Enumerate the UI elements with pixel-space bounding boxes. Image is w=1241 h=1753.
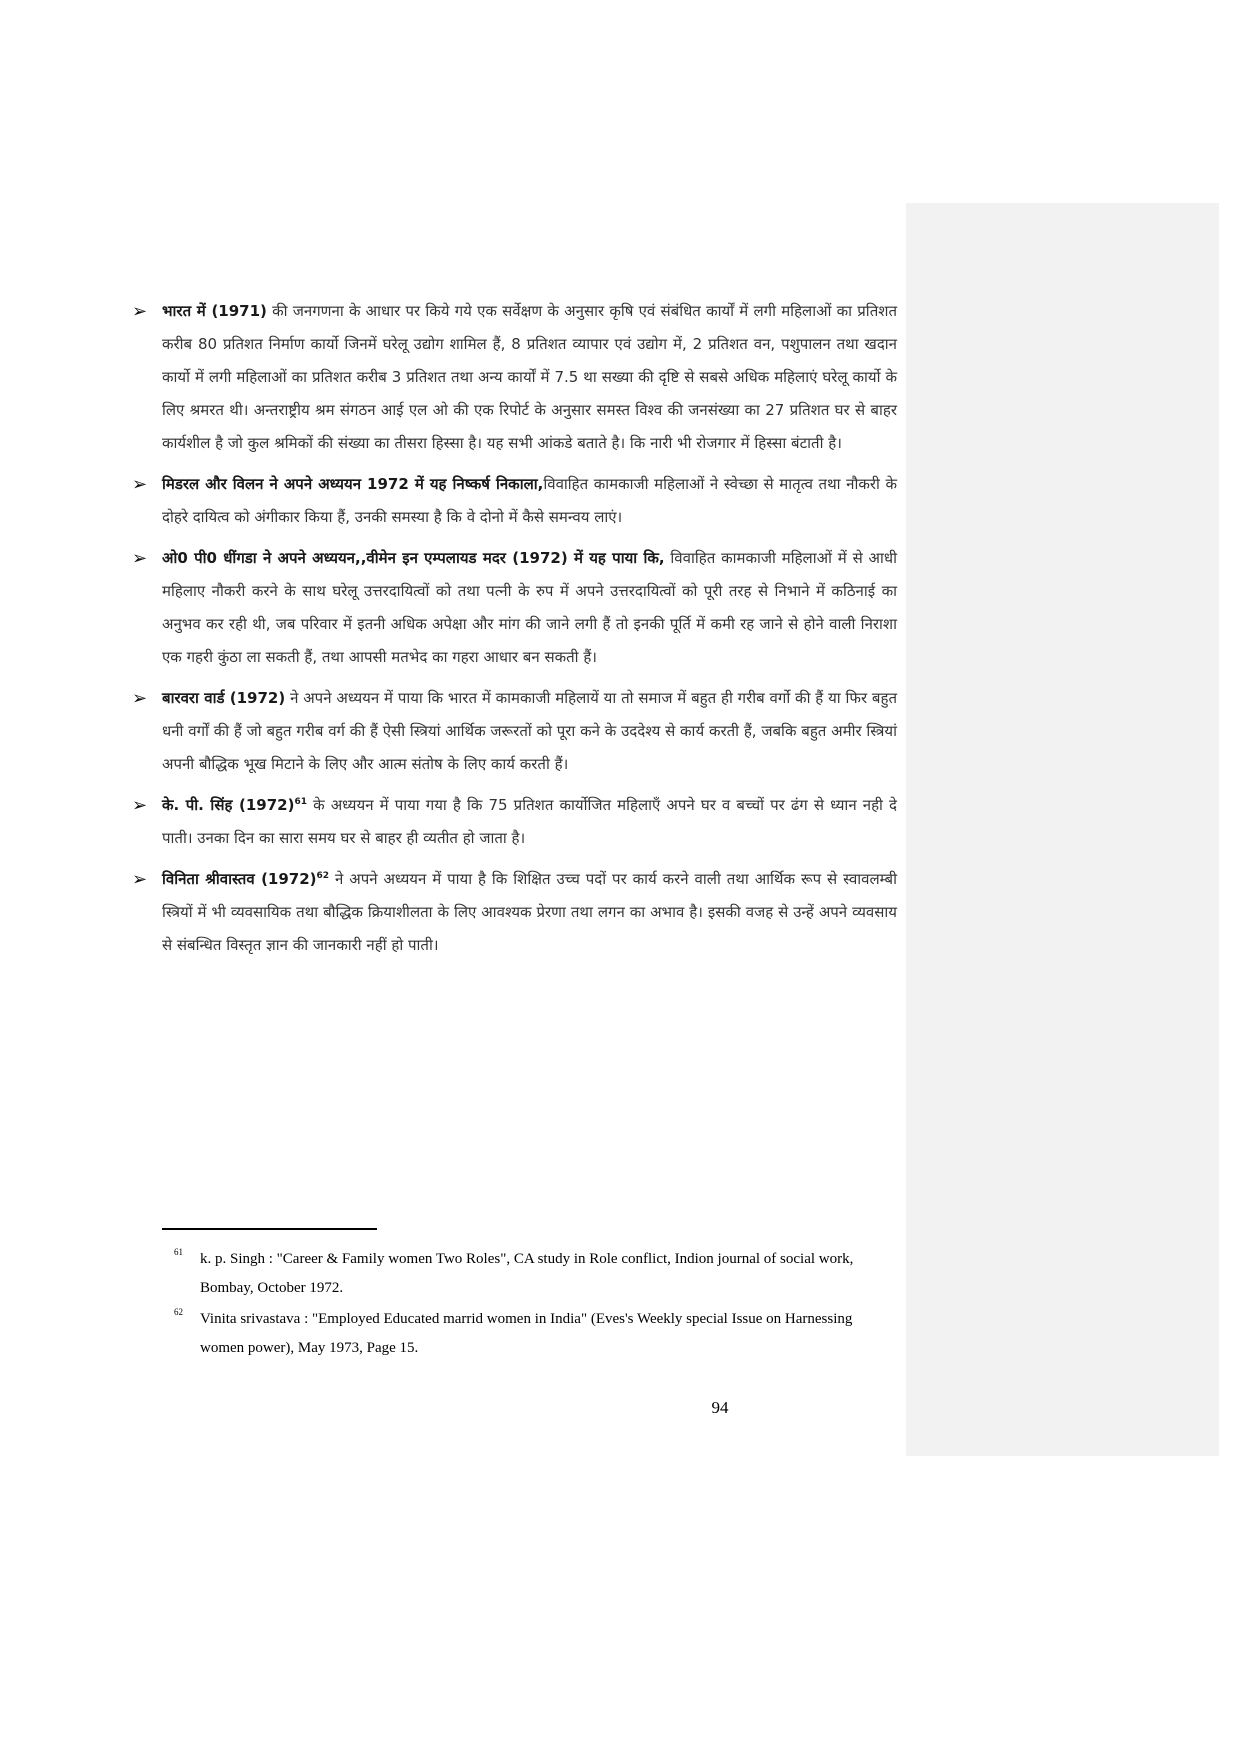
- footnote: [162, 1245, 897, 1303]
- bullet-paragraph: [132, 468, 897, 534]
- arrow-bullet-icon: ➢: [132, 548, 148, 569]
- comment-margin-pane: [906, 203, 1219, 1456]
- arrow-bullet-icon: ➢: [132, 869, 148, 890]
- footnote-ref[interactable]: 62: [316, 871, 330, 881]
- arrow-bullet-icon: ➢: [132, 474, 148, 495]
- lead-text: विनिता श्रीवास्तव (1972): [162, 870, 317, 888]
- paragraph-lead: मिडरल और विलन ने अपने अध्ययन 1972 में यह निष्कर्ष निकाला,: [162, 475, 544, 493]
- arrow-bullet-icon: ➢: [132, 795, 148, 816]
- arrow-bullet-icon: ➢: [132, 301, 148, 322]
- footnote-text: k. p. Singh : "Career & Family women Two Roles", CA study in Role conflict, Indion journal of social work, Bombay, October 1972.: [200, 1251, 854, 1296]
- footnotes: [162, 1245, 897, 1365]
- paragraph-text: ने अपने अध्ययन में पाया है कि शिक्षित उच्च पदों पर कार्य करने वाली तथा आर्थिक रूप से स्वावलम्बी स्त्रियों में भी व्यवसायिक तथा बौद्धिक क्रियाशीलता के लिए आवश्यक प्रेरणा तथा लगन का अभाव है। इसकी वजह से उन्हें अपने व्यवसाय से संबन्धित विस्तृत ज्ञान की जानकारी नहीं हो पाती।: [162, 870, 898, 954]
- bullet-paragraph: [132, 863, 897, 962]
- footnote-number: 62: [174, 1307, 183, 1317]
- body-text: [132, 295, 897, 970]
- paragraph-lead: ओ0 पी0 धींगडा ने अपने अध्ययन,,वीमेन इन एम्पलायड मदर (1972) में यह पाया कि,: [162, 549, 665, 567]
- footnote-text: Vinita srivastava : "Employed Educated marrid women in India" (Eves's Weekly special Issue on Harnessing women power), May 1973, Page 15.: [200, 1311, 853, 1356]
- paragraph-text: की जनगणना के आधार पर किये गये एक सर्वेक्षण के अनुसार कृषि एवं संबंधित कार्यों में लगी महिलाओं का प्रतिशत करीब 80 प्रतिशत निर्माण कार्यो जिनमें घरेलू उद्योग शामिल हैं, 8 प्रतिशत व्यापार एवं उद्योग में, 2 प्रतिशत वन, पशुपालन तथा खदान कार्यो में लगी महिलाओं का प्रतिशत करीब 3 प्रतिशत तथा अन्य कार्यों में 7.5 था सख्या की दृष्टि से सबसे अधिक महिलाएं घरेलू कार्यो के लिए श्रमरत थी। अन्तराष्ट्रीय श्रम संगठन आई एल ओ की एक रिपोर्ट के अनुसार समस्त विश्व की जनसंख्या का 27 प्रतिशत घर से बाहर कार्यशील है जो कुल श्रमिकों की संख्या का तीसरा हिस्सा है। यह सभी आंकडे बताते है। कि नारी भी रोजगार में हिस्सा बंटाती है।: [162, 302, 897, 452]
- footnote: [162, 1305, 897, 1363]
- lead-text: के. पी. सिंह (1972): [162, 796, 295, 814]
- paragraph-lead: [162, 796, 307, 814]
- paragraph-lead: [162, 870, 329, 888]
- paragraph-text: के अध्ययन में पाया गया है कि 75 प्रतिशत कार्योजित महिलाएँ अपने घर व बच्चों पर ढंग से ध्यान नही दे पाती। उनका दिन का सारा समय घर से बाहर ही व्यतीत हो जाता है।: [162, 796, 897, 847]
- bullet-paragraph: [132, 682, 897, 781]
- paragraph-lead: भारत में (1971): [162, 302, 267, 320]
- footnote-ref[interactable]: 61: [294, 797, 307, 807]
- bullet-paragraph: [132, 789, 897, 855]
- paragraph-lead: बारवरा वार्ड (1972): [162, 689, 286, 707]
- bullet-paragraph: [132, 295, 897, 460]
- footnote-number: 61: [174, 1247, 183, 1257]
- footnote-separator: [162, 1228, 377, 1230]
- arrow-bullet-icon: ➢: [132, 688, 148, 709]
- paragraph-text: विवाहित कामकाजी महिलाओं में से आधी महिलाए नौकरी करने के साथ घरेलू उत्तरदायित्वों को तथा पत्नी के रुप में अपने उत्तरदायित्वों को पूरी तरह से निभाने में कठिनाई का अनुभव कर रही थी, जब परिवार में इतनी अधिक अपेक्षा और मांग की जाने लगी हैं तो इनकी पूर्ति में कमी रह जाने से होने वाली निराशा एक गहरी कुंठा ला सकती हैं, तथा आपसी मतभेद का गहरा आधार बन सकती हैं।: [162, 549, 897, 666]
- page-number: 94: [711, 1398, 729, 1417]
- paragraph-text: विवाहित कामकाजी महिलाओं ने स्वेच्छा से मातृत्व तथा नौकरी के दोहरे दायित्व को अंगीकार किया हैं, उनकी समस्या है कि वे दोनो में कैसे समन्वय लाएं।: [162, 475, 897, 526]
- paragraph-text: ने अपने अध्ययन में पाया कि भारत में कामकाजी महिलायें या तो समाज में बहुत ही गरीब वर्गो की हैं या फिर बहुत धनी वर्गों की हैं जो बहुत गरीब वर्ग की हैं ऐसी स्त्रियां आर्थिक जरूरतों को पूरा कने के उददेश्य से कार्य करती हैं, जबकि बहुत अमीर स्त्रियां अपनी बौद्धिक भूख मिटाने के लिए और आत्म संतोष के लिए कार्य करती हैं।: [162, 689, 897, 773]
- bullet-paragraph: [132, 542, 897, 674]
